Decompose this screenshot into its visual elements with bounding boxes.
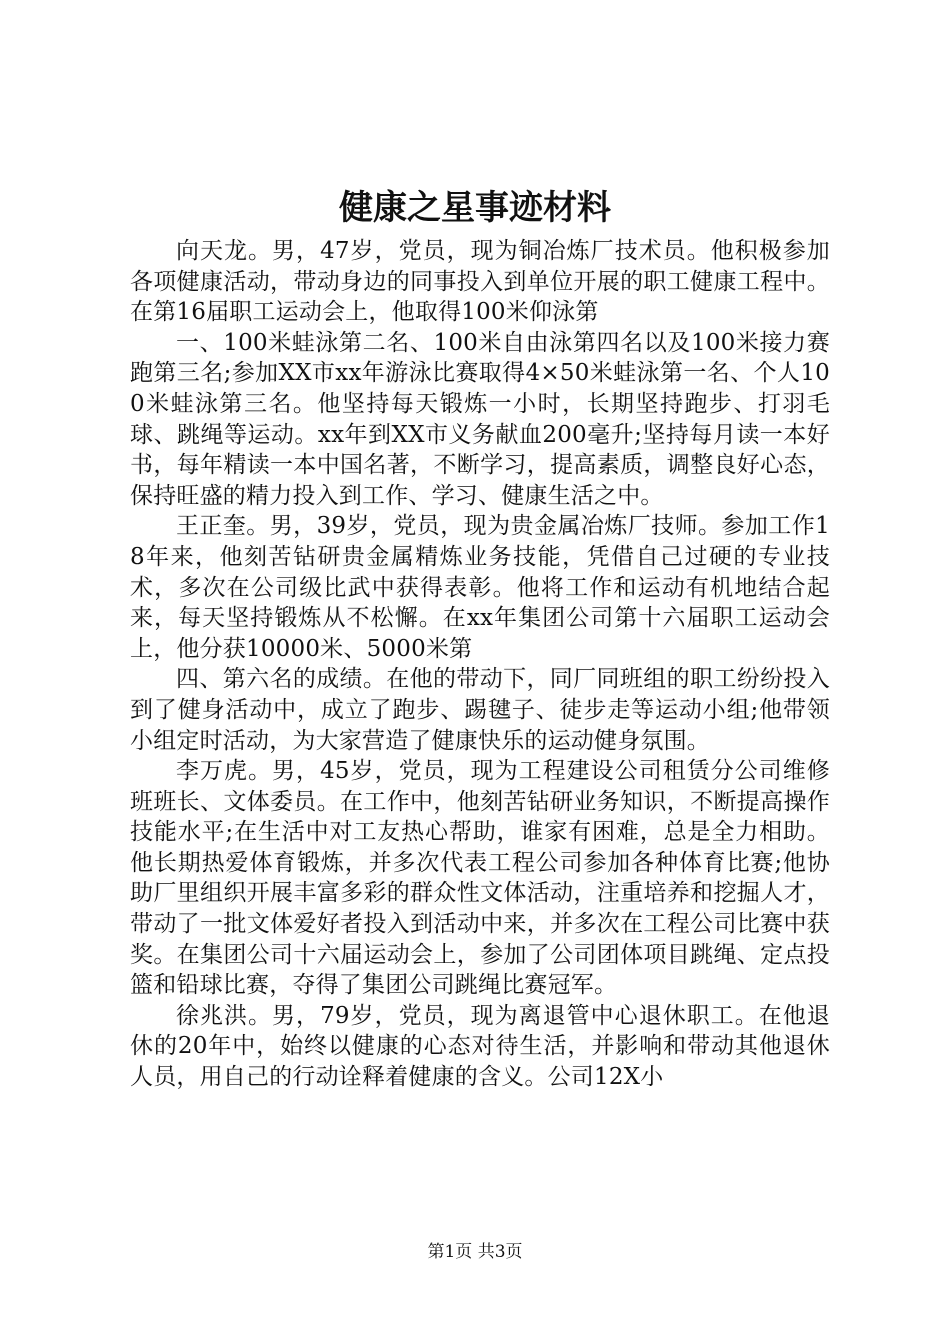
paragraph-5: 李万虎。男，45岁，党员，现为工程建设公司租赁分公司维修班班长、文体委员。在工作中，他刻苦钻研业务知识，不断提高操作技能水平;在生活中对工友热心帮助，谁家有困难，总是全力相助。他长期热爱体育锻炼，并多次代表工程公司参加各种体育比赛;他协助厂里组织开展丰富多彩的群众性文体活动，注重培养和挖掘人才，带动了一批文体爱好者投入到活动中来，并多次在工程公司比赛中获奖。在集团公司十六届运动会上，参加了公司团体项目跳绳、定点投篮和铅球比赛，夺得了集团公司跳绳比赛冠军。	[130, 758, 830, 999]
document-body	[130, 236, 830, 1093]
page-number: 第1页	[427, 1242, 473, 1262]
paragraph-3: 王正奎。男，39岁，党员，现为贵金属冶炼厂技师。参加工作18年来，他刻苦钻研贵金属精炼业务技能，凭借自己过硬的专业技术，多次在公司级比武中获得表彰。他将工作和运动有机地结合起来，每天坚持锻炼从不松懈。在xx年集团公司第十六届职工运动会上，他分获10000米、5000米第	[130, 513, 830, 662]
paragraph-4: 四、第六名的成绩。在他的带动下，同厂同班组的职工纷纷投入到了健身活动中，成立了跑步、踢毽子、徒步走等运动小组;他带领小组定时活动，为大家营造了健康快乐的运动健身氛围。	[130, 666, 830, 754]
paragraph-6: 徐兆洪。男，79岁，党员，现为离退管中心退休职工。在他退休的20年中，始终以健康的心态对待生活，并影响和带动其他退休人员，用自己的行动诠释着健康的含义。公司12X小	[130, 1002, 830, 1091]
paragraph-2: 一、100米蛙泳第二名、100米自由泳第四名以及100米接力赛跑第三名;参加XX市xx年游泳比赛取得4×50米蛙泳第一名、个人100米蛙泳第三名。他坚持每天锻炼一小时，长期坚持跑步、打羽毛球、跳绳等运动。xx年到XX市义务献血200毫升;坚持每月读一本好书，每年精读一本中国名著，不断学习，提高素质，调整良好心态，保持旺盛的精力投入到工作、学习、健康生活之中。	[130, 329, 830, 509]
page-total: 共3页	[477, 1242, 523, 1262]
document-title: 健康之星事迹材料	[339, 188, 611, 228]
paragraph-1: 向天龙。男，47岁，党员，现为铜冶炼厂技术员。他积极参加各项健康活动，带动身边的同事投入到单位开展的职工健康工程中。在第16届职工运动会上，他取得100米仰泳第	[130, 238, 830, 326]
page-footer	[0, 1240, 950, 1264]
